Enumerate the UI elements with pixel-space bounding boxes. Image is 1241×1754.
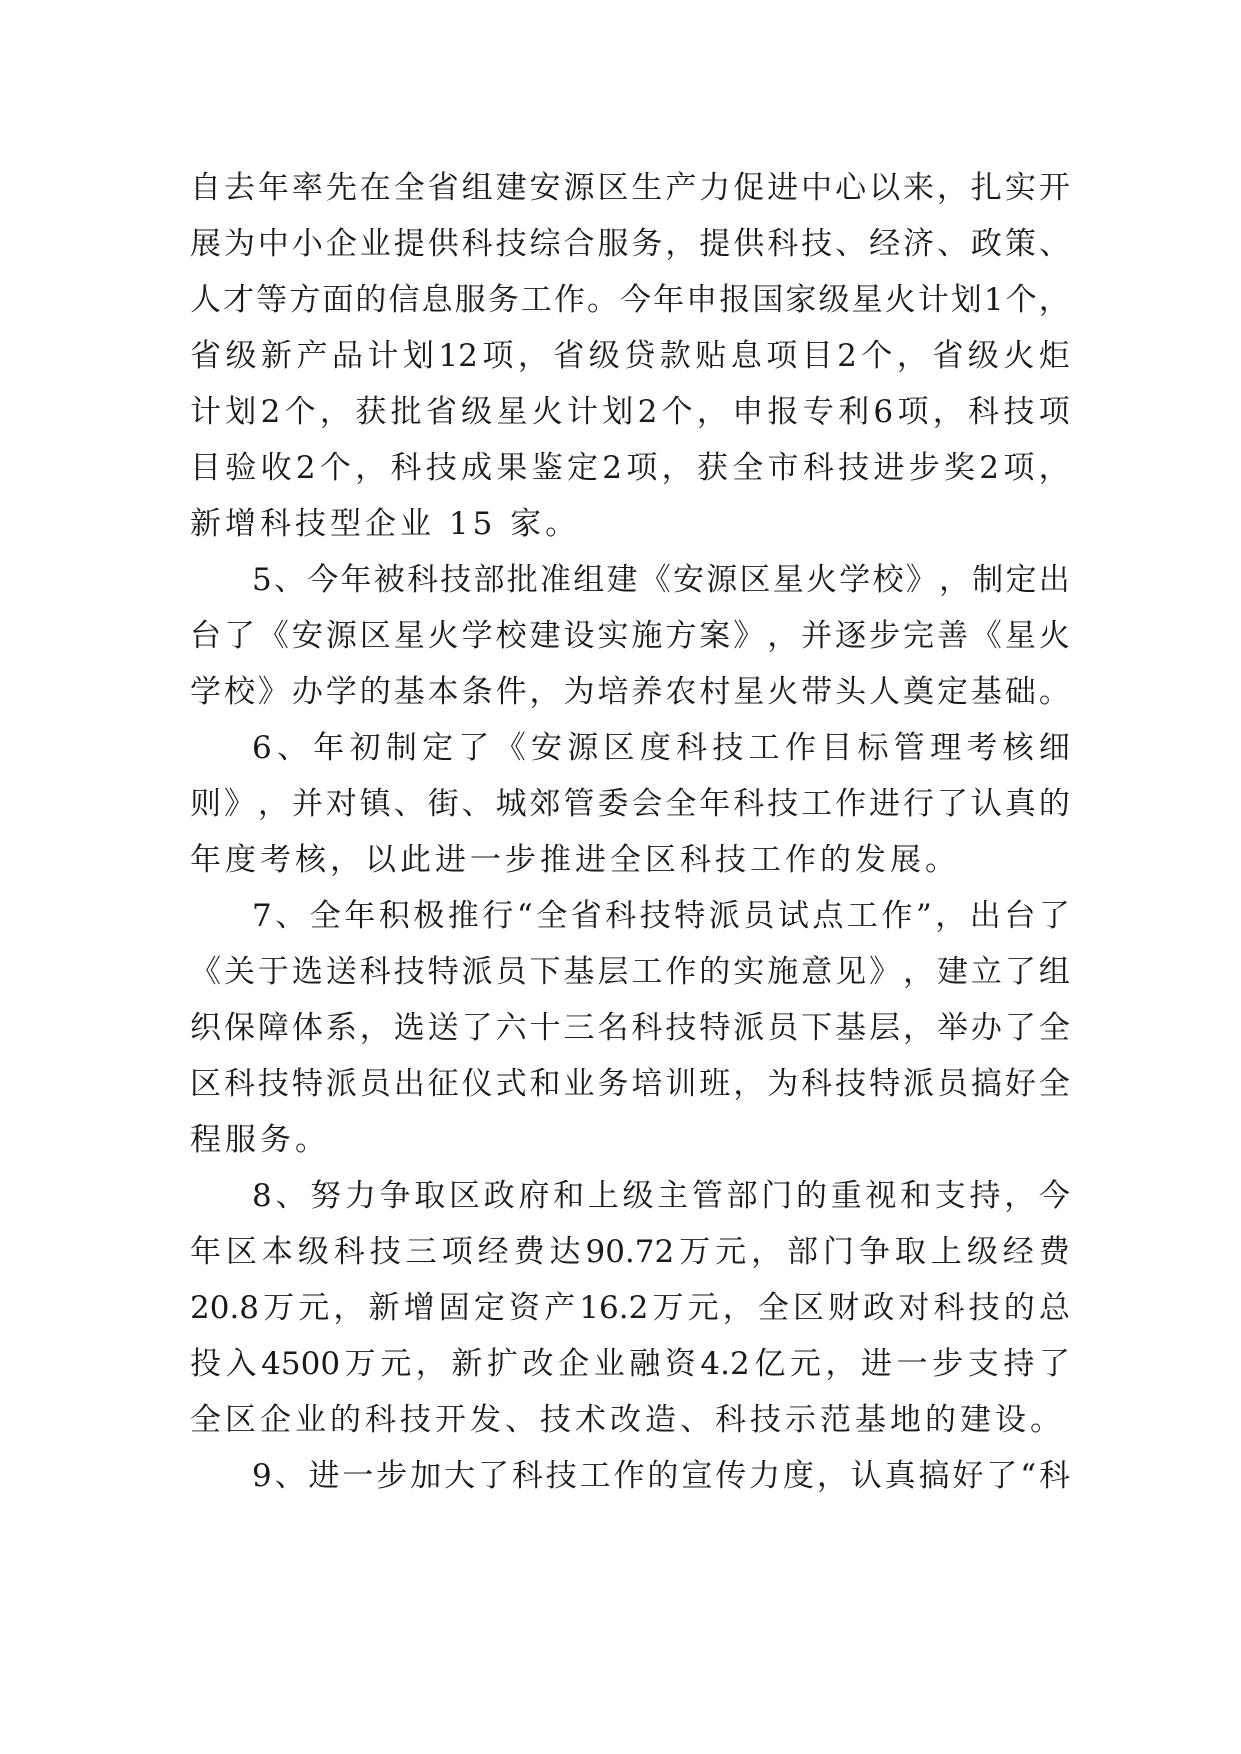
text-line: 20.8 万 元 ， 新 增 固 定 资 产 16.2 万 元 ， 全 区 财 政 对 科 技 的 总 [190,1290,1070,1326]
text-line: 展 为 中 小 企 业 提 供 科 技 综 合 服 务 ， 提 供 科 技 、 经 济 、 政 策 、 [190,226,1070,262]
text-line: 新增科技型企业 15 家。 [190,506,581,542]
text-line: 7 、 全 年 积 极 推 行 “ 全 省 科 技 特 派 员 试 点 工 作 ” ， 出 台 了 [252,898,1070,934]
text-line: 自 去 年 率 先 在 全 省 组 建 安 源 区 生 产 力 促 进 中 心 以 来 ， 扎 实 开 [190,170,1070,206]
paragraph [190,720,1070,888]
paragraph [190,1168,1070,1448]
text-line: 则 》 ， 并 对 镇 、 街 、 城 郊 管 委 会 全 年 科 技 工 作 进 行 了 认 真 的 [190,786,1070,822]
paragraph [190,552,1070,720]
paragraph [190,1448,1070,1504]
text-line: 9 、 进 一 步 加 大 了 科 技 工 作 的 宣 传 力 度 ， 认 真 搞 好 了 “ 科 [252,1458,1070,1494]
paragraph [190,888,1070,1168]
text-line: 学 校 》 办 学 的 基 本 条 件 ， 为 培 养 农 村 星 火 带 头 人 奠 定 基 础 。 [190,674,1070,710]
text-line: 5 、 今 年 被 科 技 部 批 准 组 建 《 安 源 区 星 火 学 校 》 ， 制 定 出 [252,562,1070,598]
text-line: 区 科 技 特 派 员 出 征 仪 式 和 业 务 培 训 班 ， 为 科 技 特 派 员 搞 好 全 [190,1066,1070,1102]
text-line: 程服务。 [190,1122,330,1158]
document-body [190,160,1070,1504]
text-line: 年 区 本 级 科 技 三 项 经 费 达 90.72 万 元 ， 部 门 争 取 上 级 经 费 [190,1234,1070,1270]
text-line: 目 验 收 2 个 ， 科 技 成 果 鉴 定 2 项 ， 获 全 市 科 技 进 步 奖 2 项 ， [190,450,1070,486]
text-line: 6 、 年 初 制 定 了 《 安 源 区 度 科 技 工 作 目 标 管 理 考 核 细 [252,730,1070,766]
text-line: 8 、 努 力 争 取 区 政 府 和 上 级 主 管 部 门 的 重 视 和 支 持 ， 今 [252,1178,1070,1214]
text-line: 省 级 新 产 品 计 划 12 项 ， 省 级 贷 款 贴 息 项 目 2 个 ， 省 级 火 炬 [190,338,1070,374]
text-line: 投 入 4500 万 元 ， 新 扩 改 企 业 融 资 4.2 亿 元 ， 进 一 步 支 持 了 [190,1346,1070,1382]
text-line: 《 关 于 选 送 科 技 特 派 员 下 基 层 工 作 的 实 施 意 见 》 ， 建 立 了 组 [190,954,1070,990]
text-line: 人 才 等 方 面 的 信 息 服 务 工 作 。 今 年 申 报 国 家 级 星 火 计 划 1 个 ， [190,282,1070,318]
paragraph [190,160,1070,552]
text-line: 计 划 2 个 ， 获 批 省 级 星 火 计 划 2 个 ， 申 报 专 利 6 项 ， 科 技 项 [190,394,1070,430]
text-line: 台 了 《 安 源 区 星 火 学 校 建 设 实 施 方 案 》 ， 并 逐 步 完 善 《 星 火 [190,618,1070,654]
text-line: 织 保 障 体 系 ， 选 送 了 六 十 三 名 科 技 特 派 员 下 基 层 ， 举 办 了 全 [190,1010,1070,1046]
text-line: 年度考核，以此进一步推进全区科技工作的发展。 [190,842,960,878]
text-line: 全区企业的科技开发、技术改造、科技示范基地的建设。 [190,1402,1065,1438]
